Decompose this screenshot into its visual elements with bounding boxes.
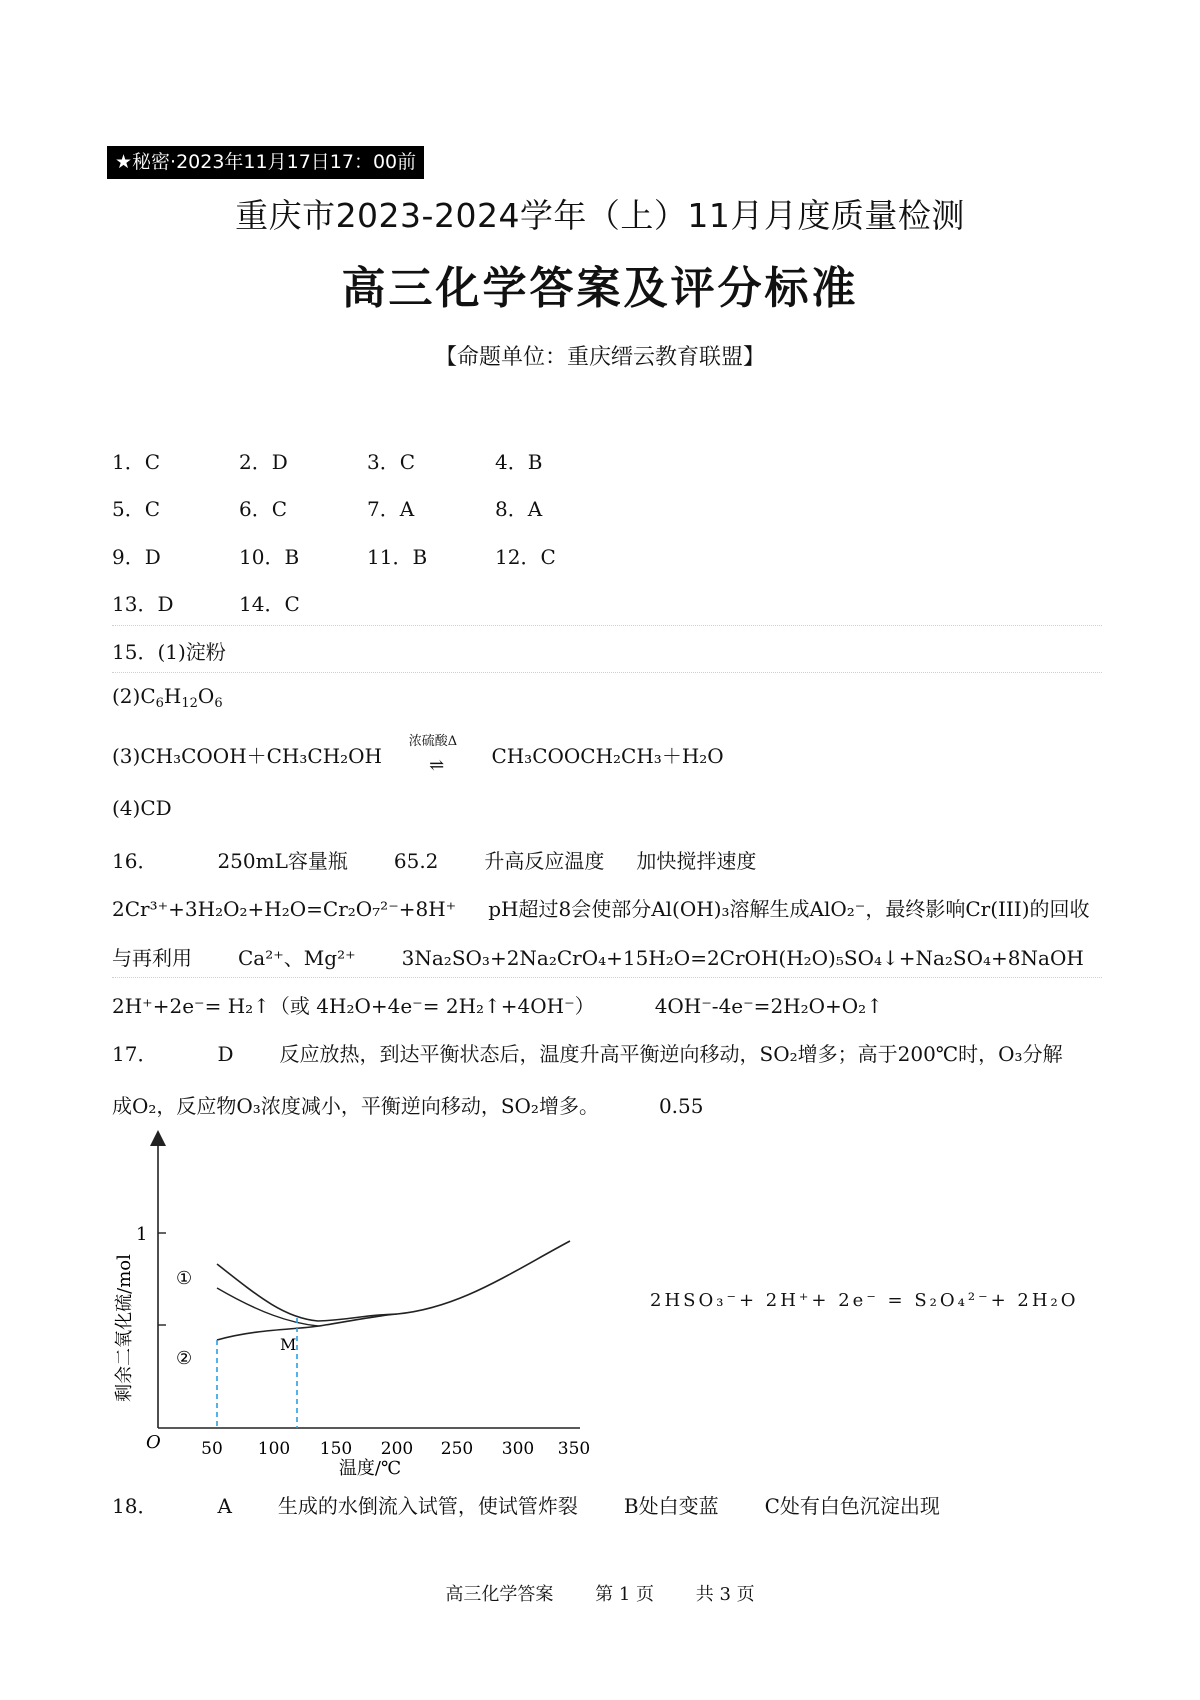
q16-line-3: 与再利用 Ca²⁺、Mg²⁺ 3Na₂SO₃+2Na₂CrO₄+15H₂O=2CrOH(H₂O)₅SO₄↓+Na₂SO₄+8NaOH bbox=[112, 946, 1084, 970]
so2-temperature-graph bbox=[100, 1128, 600, 1479]
mc-answer: 4．B bbox=[495, 450, 543, 474]
x-tick-label: 50 bbox=[201, 1439, 223, 1459]
mc-answer: 3．C bbox=[367, 450, 416, 474]
mc-answer: 8．A bbox=[495, 497, 543, 521]
mc-answer: 6．C bbox=[239, 497, 288, 521]
origin-label: O bbox=[146, 1432, 161, 1453]
document-title: 高三化学答案及评分标准 bbox=[341, 263, 859, 314]
exam-title: 重庆市2023-2024学年（上）11月月度质量检测 bbox=[235, 196, 965, 235]
q17-electrode-equation: 2HSO₃⁻+ 2H⁺+ 2e⁻ = S₂O₄²⁻+ 2H₂O bbox=[650, 1290, 1079, 1311]
y-tick-label: 1 bbox=[136, 1224, 148, 1245]
x-tick-label: 150 bbox=[319, 1439, 353, 1459]
curve-2-label: ② bbox=[176, 1348, 193, 1369]
q17-line-2: 成O₂，反应物O₃浓度减小，平衡逆向移动，SO₂增多。 0.55 bbox=[112, 1094, 704, 1118]
mc-answer: 10．B bbox=[239, 545, 300, 569]
mc-answer: 12．C bbox=[495, 545, 556, 569]
curve-1 bbox=[217, 1241, 570, 1321]
mc-answer: 1．C bbox=[112, 450, 161, 474]
mc-answer: 14．C bbox=[239, 592, 300, 616]
footer-total-pages: 共 3 页 bbox=[695, 1584, 755, 1605]
q16-line-2: 2Cr³⁺+3H₂O₂+H₂O=Cr₂O₇²⁻+8H⁺ pH超过8会使部分Al(OH)₃溶解生成AlO₂⁻，最终影响Cr(III)的回收 bbox=[112, 897, 1090, 921]
mc-answer: 13．D bbox=[112, 592, 174, 616]
divider bbox=[112, 672, 1102, 673]
reaction-arrow: 浓硫酸Δ ⇌ bbox=[408, 734, 458, 776]
x-tick-label: 250 bbox=[440, 1439, 474, 1459]
mc-answer: 2．D bbox=[239, 450, 288, 474]
q17-line-1: 17． D 反应放热，到达平衡状态后，温度升高平衡逆向移动，SO₂增多；高于200℃时，O₃分解 bbox=[112, 1042, 1063, 1066]
q18-line: 18． A 生成的水倒流入试管，使试管炸裂 B处白变蓝 C处有白色沉淀出现 bbox=[112, 1494, 940, 1518]
mc-answer: 11．B bbox=[367, 545, 428, 569]
y-axis-label: 剩余二氧化硫/mol bbox=[114, 1254, 135, 1402]
q15-answer-3: (3)CH₃COOH＋CH₃CH₂OH 浓硫酸Δ ⇌ CH₃COOCH₂CH₃＋H₂O bbox=[112, 734, 724, 776]
mc-answer: 5．C bbox=[112, 497, 161, 521]
x-tick-label: 200 bbox=[380, 1439, 414, 1459]
point-m-label: M bbox=[280, 1335, 297, 1354]
x-axis-label: 温度/℃ bbox=[338, 1458, 402, 1479]
footer-doc-name: 高三化学答案 bbox=[445, 1584, 554, 1605]
curve-1-lower bbox=[217, 1288, 318, 1326]
curve-2 bbox=[217, 1314, 397, 1340]
confidential-label: ★秘密·2023年11月17日17：00前 bbox=[107, 146, 424, 179]
mc-answer: 9．D bbox=[112, 545, 161, 569]
footer-page-number: 第 1 页 bbox=[595, 1584, 654, 1605]
divider bbox=[112, 977, 1102, 978]
q15-answer-4: (4)CD bbox=[112, 796, 172, 820]
q15-answer-1: 15．(1)淀粉 bbox=[112, 640, 226, 664]
q16-line-4: 2H⁺+2e⁻= H₂↑（或 4H₂O+4e⁻= 2H₂↑+4OH⁻） 4OH⁻-4e⁻=2H₂O+O₂↑ bbox=[112, 994, 883, 1018]
q16-line-1: 16． 250mL容量瓶 65.2 升高反应温度 加快搅拌速度 bbox=[112, 849, 757, 873]
x-tick-label: 300 bbox=[501, 1439, 535, 1459]
x-tick-label: 350 bbox=[557, 1439, 591, 1459]
page-footer bbox=[0, 1580, 1200, 1606]
divider bbox=[112, 625, 1102, 626]
x-tick-label: 100 bbox=[257, 1439, 291, 1459]
curve-1-label: ① bbox=[176, 1268, 193, 1289]
mc-answer: 7．A bbox=[367, 497, 415, 521]
author-unit: 【命题单位：重庆缙云教育联盟】 bbox=[434, 345, 765, 370]
q15-answer-2: $(2)C_6H_{12}O_6$ bbox=[112, 684, 223, 711]
